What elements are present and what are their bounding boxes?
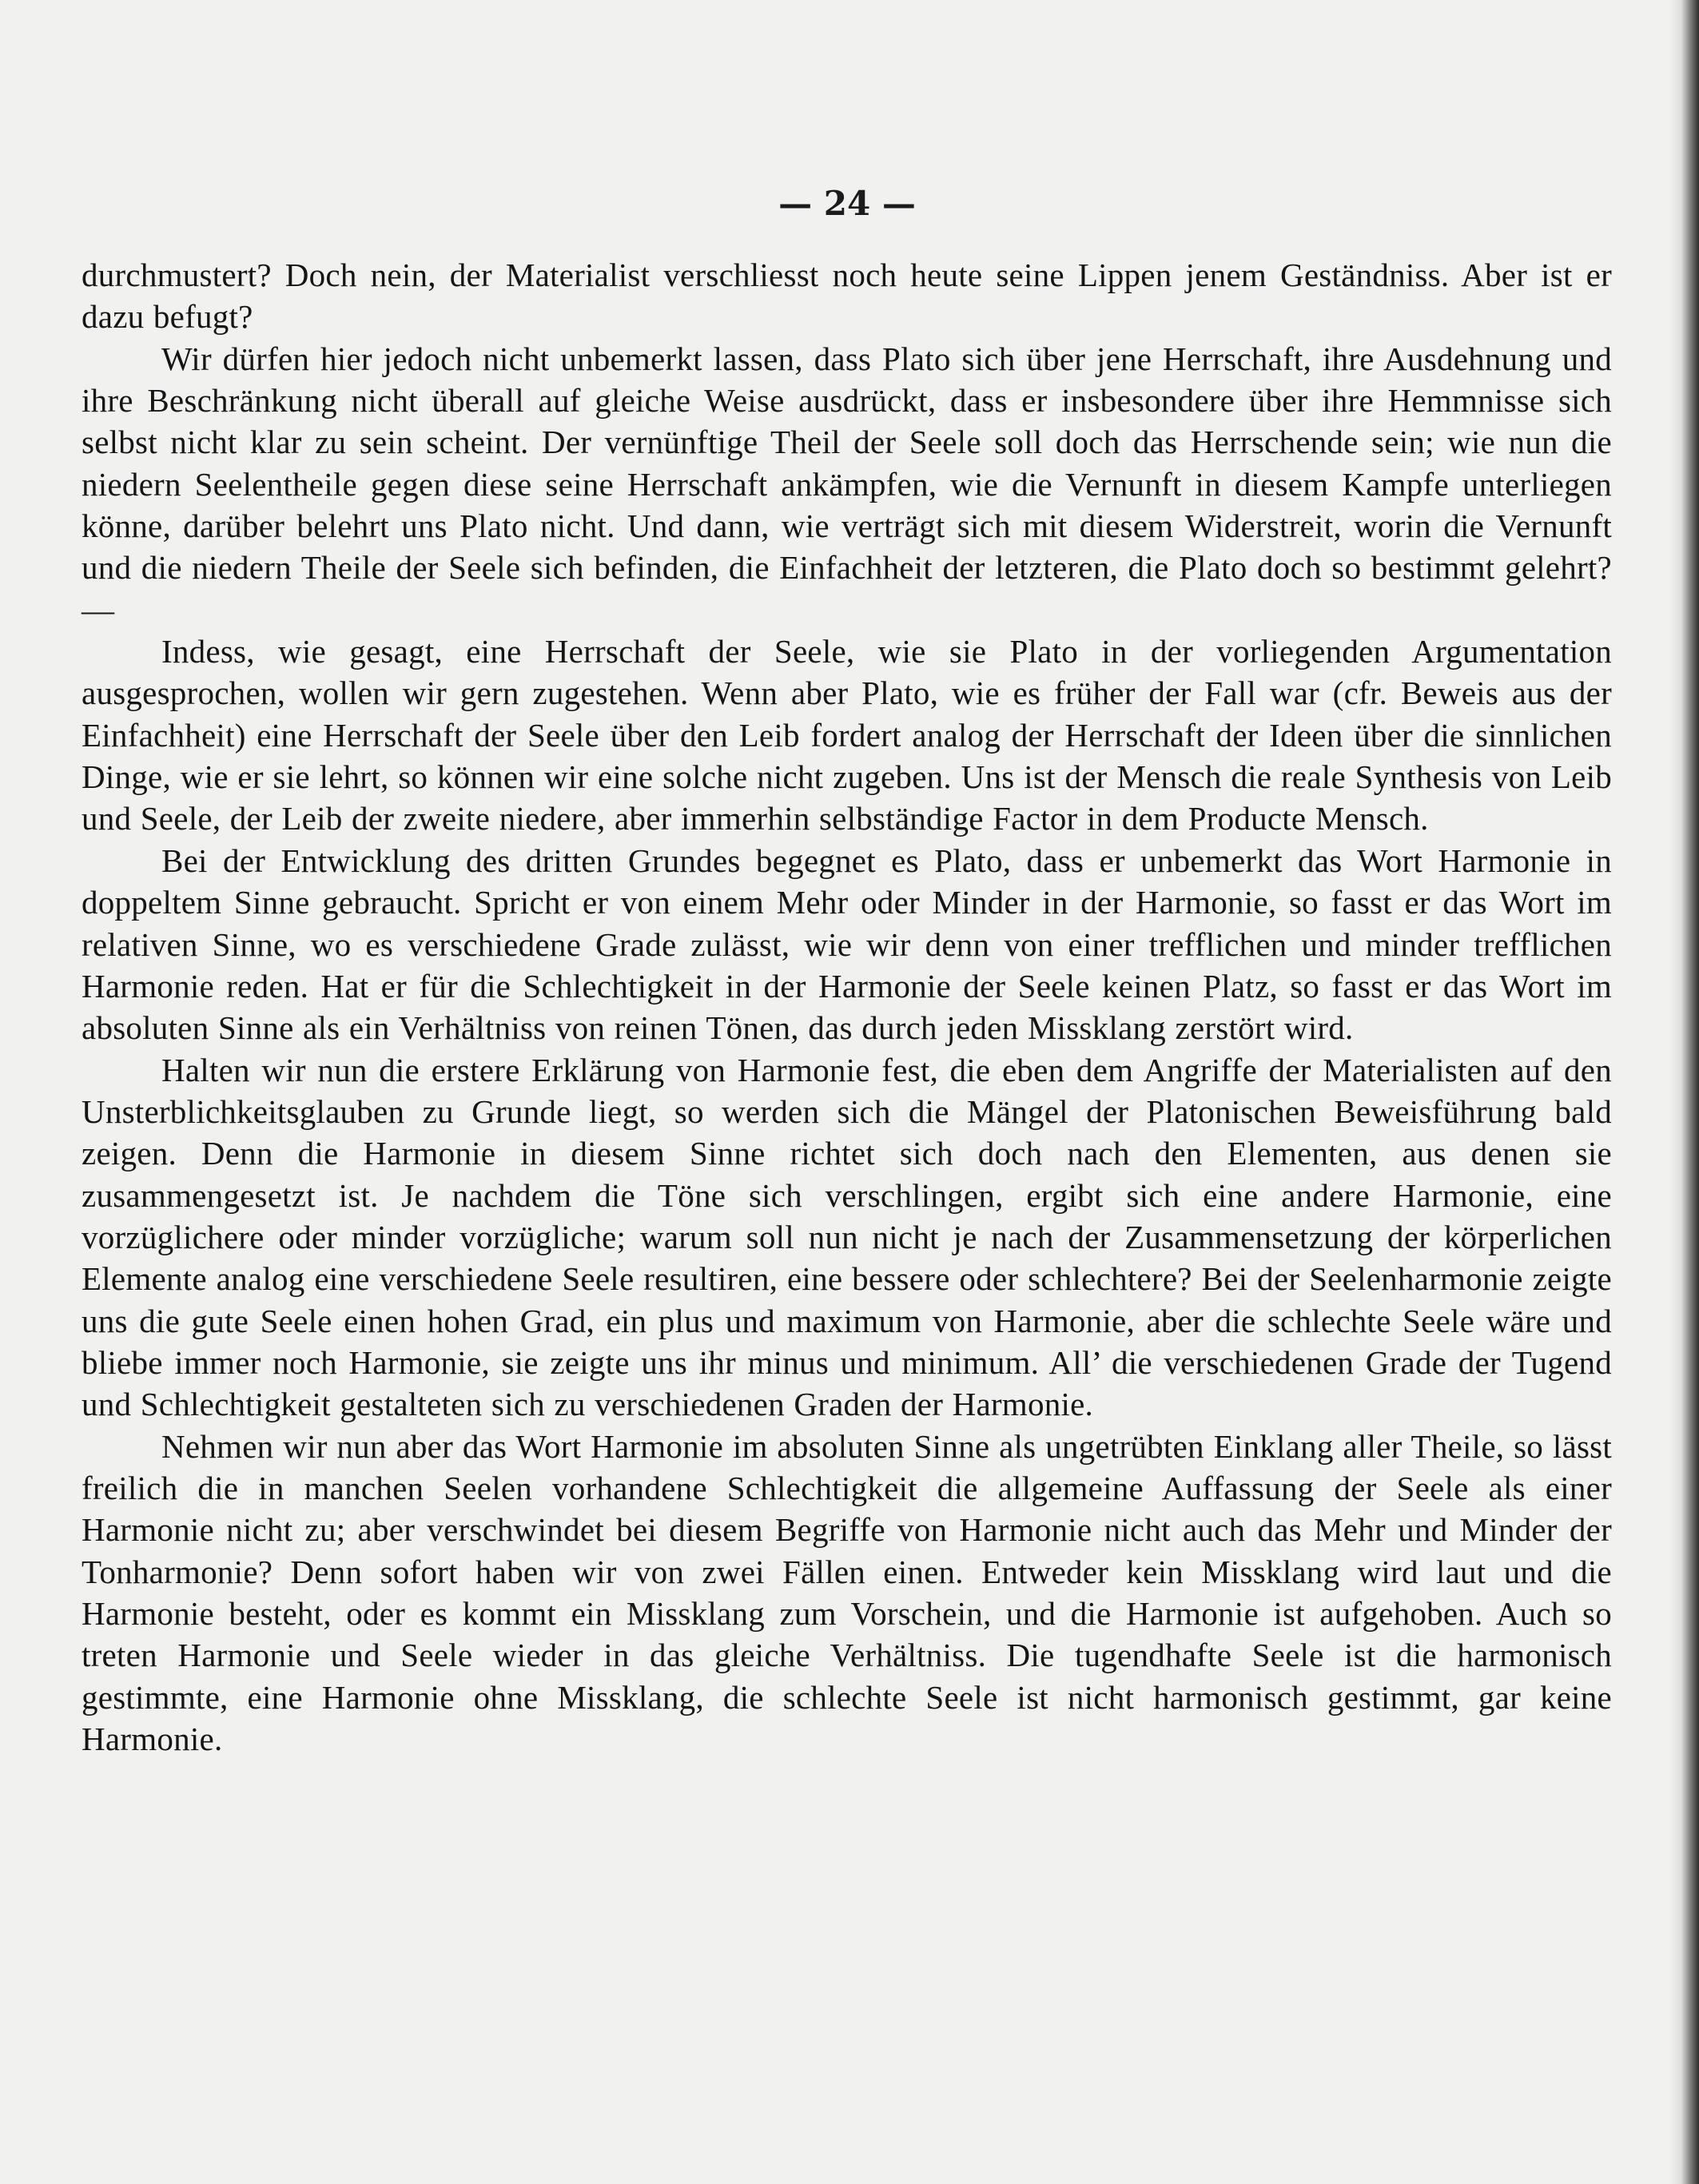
paragraph: Indess, wie gesagt, eine Herrschaft der Seele, wie sie Plato in der vorliegenden Argumentation ausgesprochen, wollen wir gern zugestehen. Wenn aber Plato, wie es früher der Fall war (cfr. Beweis aus der Einfachheit) eine Herrschaft der Seele über den Leib fordert analog der Herrschaft der Ideen über die sinnlichen Dinge, wie er sie lehrt, so können wir eine solche nicht zugeben. Uns ist der Mensch die reale Synthesis von Leib und Seele, der Leib der zweite niedere, aber immerhin selbständige Factor in dem Producte Mensch.	[82, 633, 1612, 837]
paragraph: Halten wir nun die erstere Erklärung von Harmonie fest, die eben dem Angriffe der Materialisten auf den Unsterblichkeitsglauben zu Grunde liegt, so werden sich die Mängel der Platonischen Beweisführung bald zeigen. Denn die Harmonie in diesem Sinne richtet sich doch nach den Elementen, aus denen sie zusammengesetzt ist. Je nachdem die Töne sich verschlingen, ergibt sich eine andere Harmonie, eine vorzüglichere oder minder vorzügliche; warum soll nun nicht je nach der Zusammensetzung der körperlichen Elemente analog eine verschiedene Seele resultiren, eine bessere oder schlechtere? Bei der Seelenharmonie zeigte uns die gute Seele einen hohen Grad, ein plus und maximum von Harmonie, aber die schlechte Seele wäre und bliebe immer noch Harmonie, sie zeigte uns ihr minus und minimum. All’ die verschiedenen Grade der Tugend und Schlechtigkeit gestalteten sich zu verschiedenen Graden der Harmonie.	[82, 1051, 1612, 1423]
page-edge-shadow	[1669, 0, 1699, 2184]
paragraph: Nehmen wir nun aber das Wort Harmonie im absoluten Sinne als ungetrübten Einklang aller Theile, so lässt freilich die in manchen Seelen vorhandene Schlechtigkeit die allgemeine Auffassung der Seele als einer Harmonie nicht zu; aber verschwindet bei diesem Begriffe von Harmonie nicht auch das Mehr und Minder der Tonharmonie? Denn sofort haben wir von zwei Fällen einen. Entweder kein Missklang wird laut und die Harmonie besteht, oder es kommt ein Missklang zum Vorschein, und die Harmonie ist aufgehoben. Auch so treten Harmonie und Seele wieder in das gleiche Verhältniss. Die tugendhafte Seele ist die harmonisch gestimmte, eine Harmonie ohne Missklang, die schlechte Seele ist nicht harmonisch gestimmt, gar keine Harmonie.	[82, 1427, 1612, 1758]
page-number: — 24 —	[778, 184, 916, 223]
paragraph: durchmustert? Doch nein, der Materialist verschliesst noch heute seine Lippen jenem Geständniss. Aber ist er dazu befugt?	[82, 257, 1612, 336]
paragraph: Bei der Entwicklung des dritten Grundes begegnet es Plato, dass er unbemerkt das Wort Harmonie in doppeltem Sinne gebraucht. Spricht er von einem Mehr oder Minder in der Harmonie, so fasst er das Wort im relativen Sinne, wo es verschiedene Grade zulässt, wie wir denn von einer trefflichen und minder trefflichen Harmonie reden. Hat er für die Schlechtigkeit in der Harmonie der Seele keinen Platz, so fasst er das Wort im absoluten Sinne als ein Verhältniss von reinen Tönen, das durch jeden Missklang zerstört wird.	[82, 841, 1612, 1047]
body-text	[82, 254, 1612, 1760]
paragraph: Wir dürfen hier jedoch nicht unbemerkt lassen, dass Plato sich über jene Herrschaft, ihre Ausdehnung und ihre Beschränkung nicht überall auf gleiche Weise ausdrückt, dass er insbesondere über ihre Hemmnisse sich selbst nicht klar zu sein scheint. Der vernünftige Theil der Seele soll doch das Herrschende sein; wie nun die niedern Seelentheile gegen diese seine Herrschaft ankämpfen, wie die Vernunft in diesem Kampfe unterliegen könne, darüber belehrt uns Plato nicht. Und dann, wie verträgt sich mit diesem Widerstreit, worin die Vernunft und die niedern Theile der Seele sich befinden, die Einfachheit der letzteren, die Plato doch so bestimmt gelehrt? —	[82, 340, 1612, 628]
